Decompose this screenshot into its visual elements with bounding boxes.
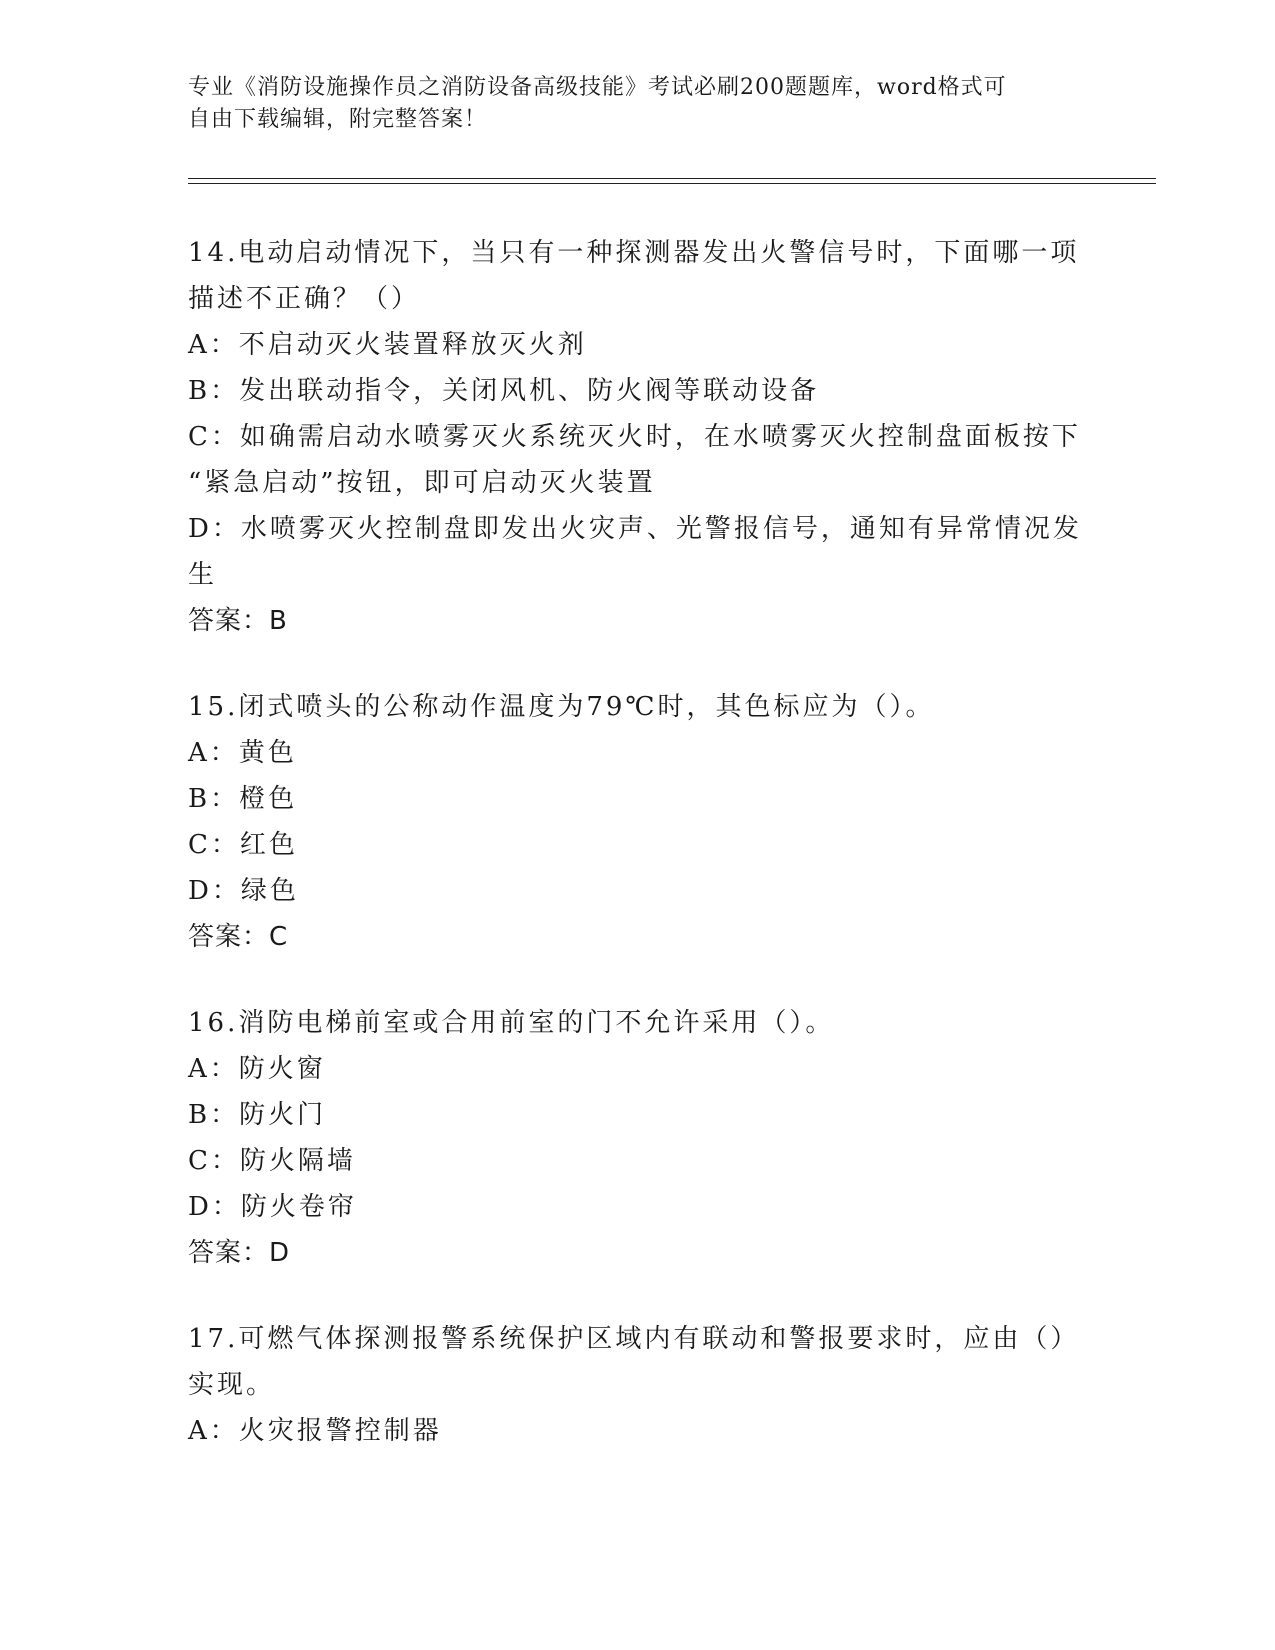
document-header [188, 72, 1068, 136]
question-stem: 17.可燃气体探测报警系统保护区域内有联动和警报要求时，应由（） [188, 1324, 1080, 1354]
option-d: D：水喷雾灭火控制盘即发出火灾声、光警报信号，通知有异常情况发 [188, 514, 1082, 544]
option-a: A：防火窗 [188, 1054, 326, 1084]
question-stem-cont: 实现。 [188, 1370, 276, 1400]
option-c: C：如确需启动水喷雾灭火系统灭火时，在水喷雾灭火控制盘面板按下 [188, 422, 1081, 452]
question-stem: 14.电动启动情况下，当只有一种探测器发出火警信号时，下面哪一项 [188, 238, 1080, 268]
header-divider [188, 178, 1156, 184]
question-17 [188, 1316, 1088, 1454]
question-list [188, 230, 1088, 1494]
option-a: A：火灾报警控制器 [188, 1416, 442, 1446]
option-b: B：防火门 [188, 1100, 327, 1130]
option-d-cont: 生 [188, 560, 218, 590]
option-c-cont: “紧急启动”按钮，即可启动灭火装置 [188, 468, 656, 498]
answer-label: 答案：D [188, 1238, 291, 1268]
question-16 [188, 1000, 1088, 1276]
answer-label: 答案：B [188, 606, 288, 636]
question-stem-cont: 描述不正确？（） [188, 284, 421, 314]
question-stem: 15.闭式喷头的公称动作温度为79℃时，其色标应为（）。 [188, 692, 935, 722]
option-d: D：绿色 [188, 876, 299, 906]
question-14 [188, 230, 1088, 644]
option-a: A：黄色 [188, 738, 297, 768]
option-b: B：橙色 [188, 784, 298, 814]
question-stem: 16.消防电梯前室或合用前室的门不允许采用（）。 [188, 1008, 835, 1038]
option-d: D：防火卷帘 [188, 1192, 357, 1222]
option-c: C：红色 [188, 830, 298, 860]
answer-label: 答案：C [188, 922, 289, 952]
header-line-2: 自由下载编辑，附完整答案！ [188, 107, 488, 132]
option-a: A：不启动灭火装置释放灭火剂 [188, 330, 587, 360]
question-15 [188, 684, 1088, 960]
option-c: C：防火隔墙 [188, 1146, 356, 1176]
header-line-1: 专业《消防设施操作员之消防设备高级技能》考试必刷200题题库，word格式可 [188, 75, 1007, 100]
option-b: B：发出联动指令，关闭风机、防火阀等联动设备 [188, 376, 820, 406]
